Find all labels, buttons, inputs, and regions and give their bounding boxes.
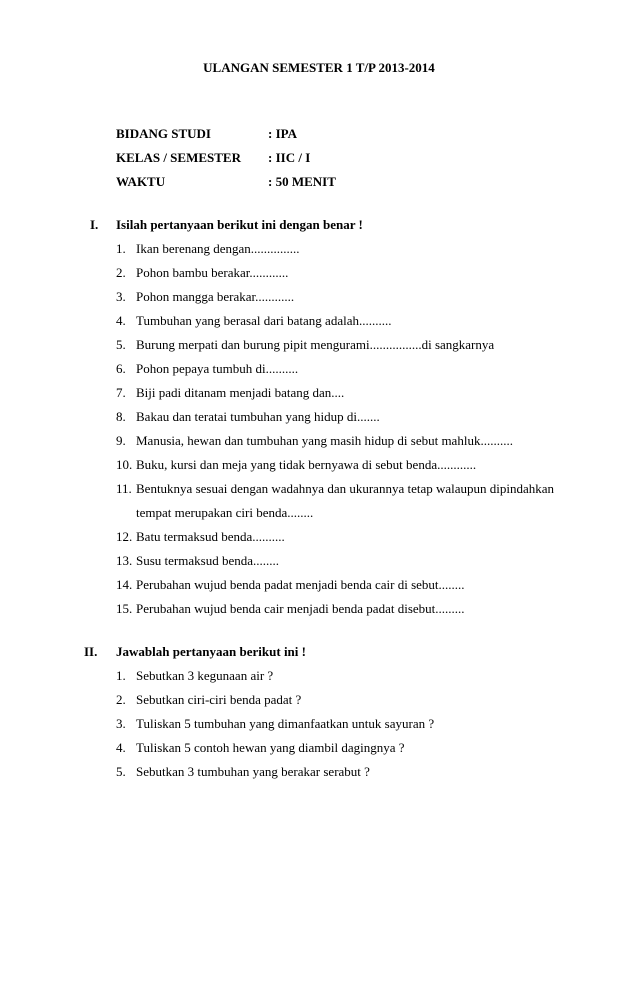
item-text: Pohon bambu berakar............ [136,265,289,280]
list-item [116,313,391,329]
section-numeral: I. [90,217,99,232]
list-item [116,716,434,732]
item-text: Buku, kursi dan meja yang tidak bernyawa di sebut benda............ [136,457,477,472]
item-text: Tuliskan 5 contoh hewan yang diambil dagingnya ? [136,740,405,755]
item-number: 4. [116,740,126,755]
item-number: 1. [116,668,126,683]
item-number: 2. [116,265,126,280]
section-heading-text: Jawablah pertanyaan berikut ini ! [116,644,306,659]
item-number: 7. [116,385,126,400]
section-heading-text: Isilah pertanyaan berikut ini dengan benar ! [116,217,363,232]
item-number: 5. [116,337,126,352]
meta-row-class [116,150,310,166]
item-text: Sebutkan 3 tumbuhan yang berakar serabut ? [136,764,370,779]
meta-value: : IIC / I [268,150,311,165]
item-number: 3. [116,289,126,304]
item-number: 12. [116,529,133,544]
meta-row-time [116,174,336,190]
item-number: 9. [116,433,126,448]
list-item [116,553,279,569]
item-text: Manusia, hewan dan tumbuhan yang masih hidup di sebut mahluk.......... [136,433,513,448]
item-text: Bentuknya sesuai dengan wadahnya dan ukurannya tetap walaupun dipindahkan [136,481,555,496]
item-number: 8. [116,409,126,424]
list-item [116,668,273,684]
item-text: Tumbuhan yang berasal dari batang adalah.......... [136,313,392,328]
page-title: ULANGAN SEMESTER 1 T/P 2013-2014 [203,60,435,75]
item-text: Sebutkan 3 kegunaan air ? [136,668,274,683]
item-text: Perubahan wujud benda cair menjadi benda padat disebut......... [136,601,465,616]
item-text: Perubahan wujud benda padat menjadi benda cair di sebut........ [136,577,465,592]
item-number: 10. [116,457,133,472]
list-item-continuation: tempat merupakan ciri benda........ [136,505,314,520]
list-item [116,433,513,449]
item-text: Pohon pepaya tumbuh di.......... [136,361,299,376]
item-text: Tuliskan 5 tumbuhan yang dimanfaatkan untuk sayuran ? [136,716,435,731]
item-text: Susu termaksud benda........ [136,553,279,568]
meta-row-subject [116,126,297,142]
list-item [116,361,298,377]
list-item [116,241,300,257]
item-text: Bakau dan teratai tumbuhan yang hidup di....... [136,409,380,424]
item-text: Pohon mangga berakar............ [136,289,295,304]
item-number: 6. [116,361,126,376]
item-text: Batu termaksud benda.......... [136,529,285,544]
item-number: 1. [116,241,126,256]
list-item [116,289,294,305]
item-text: Biji padi ditanam menjadi batang dan.... [136,385,345,400]
item-number: 15. [116,601,133,616]
list-item [116,529,285,545]
meta-value: : IPA [268,126,298,141]
list-item [116,385,344,401]
item-number: 4. [116,313,126,328]
item-text: Ikan berenang dengan............... [136,241,300,256]
item-number: 11. [116,481,132,496]
list-item [116,601,465,617]
list-item [116,481,554,497]
meta-label: BIDANG STUDI [116,126,211,141]
list-item [116,740,405,756]
list-item [116,265,288,281]
list-item [116,409,380,425]
item-number: 13. [116,553,133,568]
section-numeral: II. [84,644,98,659]
item-number: 5. [116,764,126,779]
meta-value: : 50 MENIT [268,174,336,189]
list-item [116,692,301,708]
list-item [116,457,476,473]
item-number: 3. [116,716,126,731]
list-item [116,577,465,593]
item-number: 2. [116,692,126,707]
meta-label: KELAS / SEMESTER [116,150,241,165]
item-text: Sebutkan ciri-ciri benda padat ? [136,692,302,707]
list-item [116,337,494,353]
list-item [116,764,370,780]
item-number: 14. [116,577,133,592]
item-text: Burung merpati dan burung pipit mengurami................di sangkarnya [136,337,495,352]
meta-label: WAKTU [116,174,166,189]
